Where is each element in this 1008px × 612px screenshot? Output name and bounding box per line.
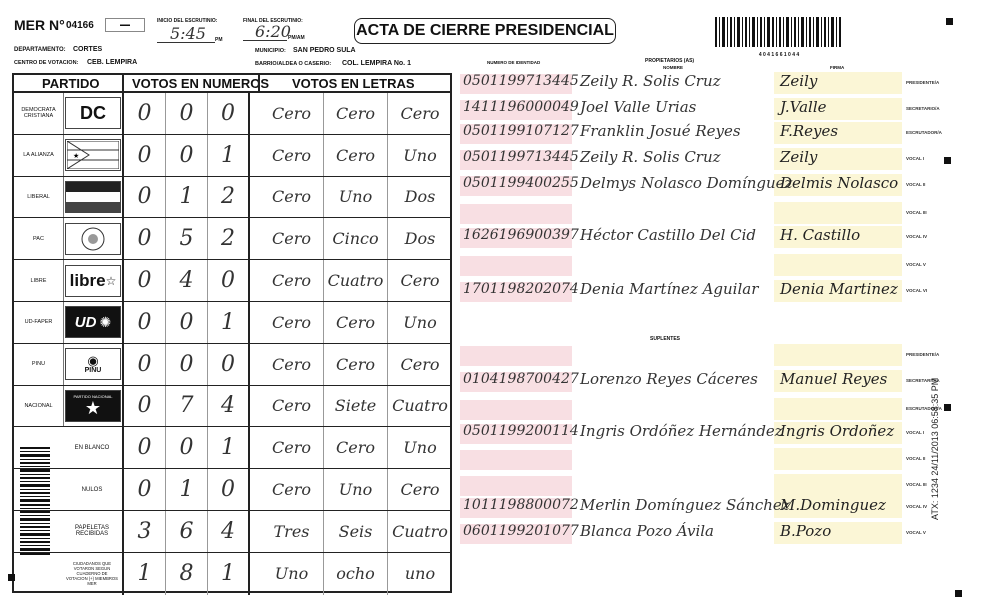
member-role: VOCAL VI bbox=[906, 288, 928, 293]
dc-logo-text: DC bbox=[80, 102, 106, 123]
nombre-label: NOMBRE bbox=[663, 65, 683, 70]
party-row bbox=[14, 260, 450, 302]
table-header bbox=[14, 75, 450, 93]
header-votos-letras: VOTOS EN LETRAS bbox=[292, 76, 415, 91]
member-role: VOCAL II bbox=[906, 182, 926, 187]
identity-number: 1411196000049 bbox=[463, 99, 579, 115]
party-name: UD-FAPER bbox=[14, 302, 64, 343]
member-role: ESCRUTADOR/A bbox=[906, 406, 942, 411]
vote-word: Cinco bbox=[324, 218, 388, 259]
party-name: NACIONAL bbox=[14, 386, 64, 427]
vote-digit: 0 bbox=[208, 260, 250, 301]
vote-digit: 2 bbox=[208, 218, 250, 259]
vote-digit: 0 bbox=[166, 93, 208, 134]
suplentes-label: SUPLENTES bbox=[650, 336, 681, 342]
final-underline bbox=[243, 40, 287, 41]
party-logo-cell bbox=[64, 260, 124, 301]
propietarios-label: PROPIETARIOS (AS) bbox=[645, 58, 695, 64]
party-logo-cell bbox=[64, 386, 124, 427]
vote-digit: 4 bbox=[166, 260, 208, 301]
municipio-label: MUNICIPIO: bbox=[255, 48, 286, 54]
member-role: VOCAL III bbox=[906, 482, 927, 487]
party-name: LIBRE bbox=[14, 260, 64, 301]
vote-digit: 5 bbox=[166, 218, 208, 259]
corner-mark-bottom-right bbox=[955, 590, 962, 597]
vote-digit: 0 bbox=[208, 344, 250, 385]
party-logo-icon bbox=[65, 139, 121, 171]
vote-word: Cero bbox=[400, 103, 440, 123]
member-role: ESCRUTADOR/A bbox=[906, 130, 942, 135]
member-role: SECRETARIO/A bbox=[906, 106, 940, 111]
vote-digit: 1 bbox=[208, 427, 250, 468]
member-name: Zeily R. Solis Cruz bbox=[580, 148, 721, 166]
vote-word: Cero bbox=[260, 93, 324, 134]
vote-word: Uno bbox=[324, 177, 388, 218]
vote-digit: 1 bbox=[166, 469, 208, 510]
corner-mark-top-right bbox=[946, 18, 953, 25]
member-role: PRESIDENTE/A bbox=[906, 80, 940, 85]
member-role: VOCAL II bbox=[906, 456, 926, 461]
vote-word: Cero bbox=[260, 386, 324, 427]
identity-number: 0501199400255 bbox=[463, 175, 579, 191]
final-label: FINAL DEL ESCRUTINIO: bbox=[243, 18, 303, 24]
vote-word: Cero bbox=[260, 218, 324, 259]
barrio-value: COL. LEMPIRA No. 1 bbox=[342, 60, 411, 67]
vote-digit: 0 bbox=[166, 344, 208, 385]
party-row bbox=[14, 218, 450, 260]
vote-word: Cero bbox=[260, 260, 324, 301]
vote-word: Cuatro bbox=[392, 521, 448, 541]
member-role: VOCAL IV bbox=[906, 504, 928, 509]
member-role: VOCAL V bbox=[906, 530, 926, 535]
vote-digit: 0 bbox=[166, 427, 208, 468]
vote-word: Cero bbox=[260, 135, 324, 176]
signature-field-bg bbox=[774, 202, 902, 224]
vote-word: Cero bbox=[324, 344, 388, 385]
party-logo-cell bbox=[64, 177, 124, 218]
member-name: Blanca Pozo Ávila bbox=[580, 522, 714, 540]
party-logo-icon: ◉ PINU bbox=[65, 348, 121, 380]
side-barcode bbox=[20, 447, 60, 557]
vote-word: Uno bbox=[403, 145, 437, 165]
vote-digit: 0 bbox=[124, 260, 166, 301]
signature-field-bg bbox=[774, 254, 902, 276]
party-logo-cell bbox=[64, 302, 124, 343]
total-row bbox=[14, 469, 450, 511]
party-name: LA ALIANZA bbox=[14, 135, 64, 176]
departamento-value: CORTES bbox=[73, 46, 103, 53]
party-row bbox=[14, 93, 450, 135]
party-logo-icon bbox=[65, 181, 121, 213]
member-role: PRESIDENTE/A bbox=[906, 352, 940, 357]
party-row bbox=[14, 386, 450, 428]
identity-number: 0104198700427 bbox=[463, 371, 579, 387]
member-role: VOCAL I bbox=[906, 156, 925, 161]
vote-word: Cero bbox=[260, 177, 324, 218]
vote-digit: 0 bbox=[124, 135, 166, 176]
departamento-label: DEPARTAMENTO: bbox=[14, 47, 66, 53]
member-signature: M.Dominguez bbox=[780, 496, 886, 514]
id-field-bg bbox=[460, 346, 572, 366]
total-row bbox=[14, 553, 450, 595]
vote-word: Uno bbox=[260, 553, 324, 595]
member-name: Ingris Ordóñez Hernández bbox=[580, 422, 783, 440]
member-signature: F.Reyes bbox=[780, 122, 839, 140]
cne-logo: ▬▬ bbox=[105, 18, 145, 32]
votes-table bbox=[12, 73, 452, 593]
corner-mark-mid-right-2 bbox=[944, 404, 951, 411]
member-signature: J.Valle bbox=[780, 98, 827, 116]
member-name: Joel Valle Urias bbox=[580, 98, 697, 116]
vote-word: Uno bbox=[403, 312, 437, 332]
member-name: Merlin Domínguez Sánchez bbox=[580, 496, 790, 514]
vote-digit: 0 bbox=[124, 302, 166, 343]
vote-word: Cero bbox=[260, 469, 324, 510]
inicio-label: INICIO DEL ESCRUTINIO: bbox=[157, 18, 218, 24]
vote-digit: 8 bbox=[166, 553, 208, 595]
vote-digit: 1 bbox=[208, 135, 250, 176]
signature-field-bg bbox=[774, 474, 902, 496]
total-label: EN BLANCO bbox=[14, 427, 124, 468]
id-field-bg bbox=[460, 476, 572, 496]
municipio-value: SAN PEDRO SULA bbox=[293, 47, 356, 54]
party-logo-cell bbox=[64, 344, 124, 385]
member-role: VOCAL IV bbox=[906, 234, 928, 239]
vote-word: Cero bbox=[324, 135, 388, 176]
identity-number: 0501199713445 bbox=[463, 149, 579, 165]
member-name: Zeily R. Solis Cruz bbox=[580, 72, 721, 90]
identity-number: 0501199107127 bbox=[463, 123, 579, 139]
vote-word: Cuatro bbox=[324, 260, 388, 301]
identidad-label: NUMERO DE IDENTIDAD bbox=[487, 60, 541, 65]
member-signature: H. Castillo bbox=[780, 226, 861, 244]
final-time: 6:20 bbox=[255, 22, 291, 41]
member-name: Delmys Nolasco Domínguez bbox=[580, 174, 793, 192]
member-signature: Zeily bbox=[780, 72, 818, 90]
member-role: VOCAL I bbox=[906, 430, 925, 435]
party-logo-icon bbox=[65, 223, 121, 255]
header-votos-numeros: VOTOS EN NUMEROS bbox=[132, 76, 270, 91]
nacional-logo-text: PARTIDO NACIONAL bbox=[73, 393, 113, 399]
signature-field-bg bbox=[774, 448, 902, 470]
party-row bbox=[14, 344, 450, 386]
member-role: VOCAL III bbox=[906, 210, 927, 215]
member-role: VOCAL V bbox=[906, 262, 926, 267]
inicio-suffix: PM bbox=[215, 37, 223, 43]
total-row bbox=[14, 511, 450, 553]
party-row bbox=[14, 302, 450, 344]
member-name: Héctor Castillo Del Cid bbox=[580, 226, 757, 244]
vote-digit: 0 bbox=[124, 469, 166, 510]
vote-digit: 0 bbox=[166, 302, 208, 343]
vote-word: Tres bbox=[260, 511, 324, 552]
vote-digit: 0 bbox=[124, 344, 166, 385]
vote-digit: 7 bbox=[166, 386, 208, 427]
identity-number: 0501199713445 bbox=[463, 73, 579, 89]
mer-number: 04166 bbox=[66, 20, 94, 31]
vote-digit: 0 bbox=[208, 469, 250, 510]
id-field-bg bbox=[460, 400, 572, 420]
vote-digit: 0 bbox=[166, 135, 208, 176]
party-name: PAC bbox=[14, 218, 64, 259]
vote-word: Cero bbox=[260, 427, 324, 468]
party-row bbox=[14, 135, 450, 177]
vote-digit: 0 bbox=[124, 386, 166, 427]
vote-word: Dos bbox=[404, 187, 436, 207]
total-label: PAPELETAS RECIBIDAS bbox=[14, 511, 124, 552]
signature-field-bg bbox=[774, 344, 902, 366]
identity-number: 1011198800072 bbox=[463, 497, 579, 513]
inicio-underline bbox=[157, 42, 215, 43]
firma-label: FIRMA bbox=[830, 65, 845, 70]
corner-mark-bottom-left bbox=[8, 574, 15, 581]
vote-word: Uno bbox=[403, 438, 437, 458]
vote-digit: 0 bbox=[208, 93, 250, 134]
side-stamp: ATX: 1234 24/11/2013 06:58:35 PM bbox=[930, 377, 940, 520]
vote-word: Cero bbox=[324, 427, 388, 468]
party-logo-icon bbox=[65, 97, 121, 129]
identity-number: 1626196900397 bbox=[463, 227, 579, 243]
total-row bbox=[14, 427, 450, 469]
party-logo-icon: libre ☆ bbox=[65, 265, 121, 297]
barcode-bars bbox=[715, 17, 843, 47]
centro-label: CENTRO DE VOTACION: bbox=[14, 60, 79, 66]
member-role: SECRETARIO/A bbox=[906, 378, 940, 383]
party-logo-cell bbox=[64, 135, 124, 176]
vote-word: Uno bbox=[324, 469, 388, 510]
document-title: ACTA DE CIERRE PRESIDENCIAL bbox=[354, 18, 616, 44]
identity-number: 0501199200114 bbox=[463, 423, 579, 439]
vote-digit: 1 bbox=[208, 302, 250, 343]
barrio-label: BARRIO/ALDEA O CASERIO: bbox=[255, 61, 332, 67]
barcode-number: 4 0 4 1 6 6 1 0 4 4 bbox=[758, 52, 800, 58]
party-name: PINU bbox=[14, 344, 64, 385]
id-field-bg bbox=[460, 256, 572, 276]
party-logo-icon: UD ✺ bbox=[65, 306, 121, 338]
member-signature: B.Pozo bbox=[780, 522, 832, 540]
vote-word: Cero bbox=[324, 93, 388, 134]
header-partido: PARTIDO bbox=[42, 76, 100, 91]
vote-digit: 0 bbox=[124, 93, 166, 134]
final-suffix: PM/AM bbox=[288, 35, 305, 41]
vote-digit: 0 bbox=[124, 177, 166, 218]
vote-word: ocho bbox=[324, 553, 388, 595]
vote-digit: 1 bbox=[124, 553, 166, 595]
inicio-time: 5:45 bbox=[170, 24, 206, 43]
vote-digit: 4 bbox=[208, 511, 250, 552]
signature-field-bg bbox=[774, 398, 902, 420]
member-name: Denia Martínez Aguilar bbox=[580, 280, 759, 298]
id-field-bg bbox=[460, 450, 572, 470]
corner-mark-mid-right bbox=[944, 157, 951, 164]
vote-word: Cuatro bbox=[392, 396, 448, 416]
id-field-bg bbox=[460, 204, 572, 224]
member-signature: Ingris Ordoñez bbox=[780, 422, 895, 440]
vote-digit: 2 bbox=[208, 177, 250, 218]
vote-word: Dos bbox=[404, 229, 436, 249]
member-name: Lorenzo Reyes Cáceres bbox=[580, 370, 758, 388]
party-logo-icon: PARTIDO NACIONAL ★ bbox=[65, 390, 121, 422]
identity-number: 0601199201077 bbox=[463, 523, 579, 539]
total-label: NULOS bbox=[14, 469, 124, 510]
vote-digit: 0 bbox=[124, 218, 166, 259]
vote-digit: 6 bbox=[166, 511, 208, 552]
barcode bbox=[715, 17, 843, 58]
party-logo-cell bbox=[64, 218, 124, 259]
party-logo-cell bbox=[64, 93, 124, 134]
member-signature: Zeily bbox=[780, 148, 818, 166]
vote-digit: 0 bbox=[124, 427, 166, 468]
vote-word: Cero bbox=[260, 302, 324, 343]
vote-word: Cero bbox=[400, 480, 440, 500]
mer-label: MER N° bbox=[14, 17, 65, 33]
identity-number: 1701198202074 bbox=[463, 281, 579, 297]
vote-digit: 1 bbox=[208, 553, 250, 595]
vote-word: uno bbox=[404, 564, 436, 584]
svg-text:★: ★ bbox=[73, 153, 80, 161]
party-row bbox=[14, 177, 450, 219]
centro-value: CEB. LEMPIRA bbox=[87, 59, 138, 66]
member-signature: Manuel Reyes bbox=[780, 370, 888, 388]
vote-word: Cero bbox=[400, 271, 440, 291]
vote-digit: 4 bbox=[208, 386, 250, 427]
member-name: Franklin Josué Reyes bbox=[580, 122, 741, 140]
vote-word: Seis bbox=[324, 511, 388, 552]
party-name: DEMOCRATA CRISTIANA bbox=[14, 93, 64, 134]
party-name: LIBERAL bbox=[14, 177, 64, 218]
total-label: CIUDADANOS QUE VOTARON SEGUN CUADERNO DE VOTACION (+) MIEMBROS MER bbox=[14, 553, 124, 595]
member-signature: Denia Martinez bbox=[780, 280, 898, 298]
vote-word: Siete bbox=[324, 386, 388, 427]
vote-digit: 1 bbox=[166, 177, 208, 218]
member-signature: Delmis Nolasco bbox=[780, 174, 899, 192]
vote-word: Cero bbox=[260, 344, 324, 385]
vote-digit: 3 bbox=[124, 511, 166, 552]
vote-word: Cero bbox=[324, 302, 388, 343]
vote-word: Cero bbox=[400, 354, 440, 374]
